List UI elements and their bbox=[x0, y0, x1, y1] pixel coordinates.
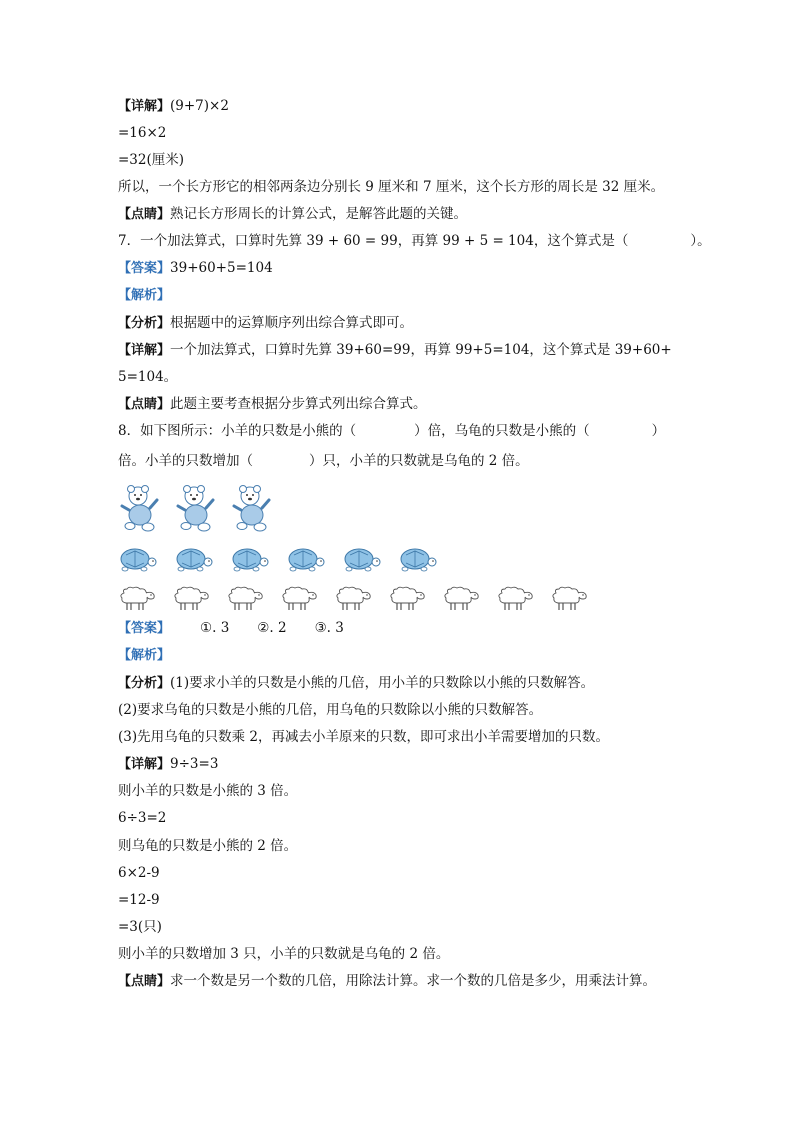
turtle-group bbox=[118, 544, 448, 574]
analysis-7 bbox=[118, 285, 170, 306]
bear-row bbox=[118, 480, 284, 538]
sheep-icon bbox=[229, 587, 262, 610]
fenxi-text: 根据题中的运算顺序列出综合算式即可。 bbox=[170, 315, 414, 331]
conclusion-line: 所以，一个长方形它的相邻两条边分别长 9 厘米和 7 厘米，这个长方形的周长是 32 厘米。 bbox=[118, 179, 665, 195]
fenxi-7 bbox=[118, 313, 413, 334]
question-text: ） bbox=[651, 423, 666, 439]
tip-1 bbox=[118, 204, 467, 225]
detail-line: 5=104。 bbox=[118, 369, 178, 385]
fenxi-text: (1)要求小羊的只数是小熊的几倍，用小羊的只数除以小熊的只数解答。 bbox=[170, 675, 595, 691]
analysis-tag: 【解析】 bbox=[118, 648, 171, 663]
question-7 bbox=[118, 231, 711, 251]
sheep-icon bbox=[283, 587, 316, 610]
detail-line: =12-9 bbox=[118, 892, 160, 908]
sheep-group bbox=[118, 583, 598, 613]
equation-line: =32(厘米) bbox=[118, 152, 185, 168]
turtle-row bbox=[118, 544, 448, 574]
fenxi-tag: 【分析】 bbox=[118, 316, 171, 331]
detail-8 bbox=[118, 754, 218, 775]
question-text: 倍。小羊的只数增加（ bbox=[118, 453, 253, 469]
analysis-tag: 【解析】 bbox=[118, 288, 171, 303]
turtle-icon bbox=[401, 549, 436, 571]
sheep-icon bbox=[553, 587, 586, 610]
tip-text: 熟记长方形周长的计算公式，是解答此题的关键。 bbox=[170, 206, 468, 222]
tip-8 bbox=[118, 971, 656, 992]
answer-item: ②. 2 bbox=[257, 620, 287, 636]
answer-item: ③. 3 bbox=[314, 620, 344, 636]
fenxi-8 bbox=[118, 673, 594, 694]
tip-tag: 【点睛】 bbox=[118, 207, 171, 222]
turtle-icon bbox=[121, 549, 156, 571]
bear-icon bbox=[122, 486, 157, 532]
sheep-icon bbox=[337, 587, 370, 610]
bear-icon bbox=[178, 486, 213, 532]
sheep-icon bbox=[391, 587, 424, 610]
answer-7 bbox=[118, 258, 273, 279]
tip-tag: 【点睛】 bbox=[118, 397, 171, 412]
detail-text: 一个加法算式，口算时先算 39+60=99，再算 99+5=104，这个算式是 39+60+ bbox=[170, 342, 672, 358]
equation-line: =16×2 bbox=[118, 125, 167, 141]
detail-7 bbox=[118, 340, 672, 361]
tip-text: 求一个数是另一个数的几倍，用除法计算。求一个数的几倍是多少，用乘法计算。 bbox=[170, 973, 657, 989]
detail-line: =3(只) bbox=[118, 919, 162, 935]
bear-icon bbox=[234, 486, 269, 532]
detail-tag: 【详解】 bbox=[118, 343, 171, 358]
detail-line: 则小羊的只数是小熊的 3 倍。 bbox=[118, 783, 298, 799]
answer-text: 39+60+5=104 bbox=[170, 260, 273, 276]
answer-tag: 【答案】 bbox=[118, 621, 171, 636]
detail-tag: 【详解】 bbox=[118, 99, 171, 114]
detail-line: 6×2-9 bbox=[118, 865, 160, 881]
tip-tag: 【点睛】 bbox=[118, 974, 171, 989]
sheep-icon bbox=[445, 587, 478, 610]
sheep-row bbox=[118, 583, 598, 613]
fenxi-tag: 【分析】 bbox=[118, 676, 171, 691]
detail-line: 则乌龟的只数是小熊的 2 倍。 bbox=[118, 838, 298, 854]
detail-line: 则小羊的只数增加 3 只，小羊的只数就是乌龟的 2 倍。 bbox=[118, 946, 450, 962]
turtle-icon bbox=[345, 549, 380, 571]
question-text: ）倍，乌龟的只数是小熊的（ bbox=[414, 423, 590, 439]
question-text: ）只，小羊的只数就是乌龟的 2 倍。 bbox=[309, 453, 529, 469]
fenxi-line: (3)先用乌龟的只数乘 2，再减去小羊原来的只数，即可求出小羊需要增加的只数。 bbox=[118, 729, 610, 745]
question-text: 7．一个加法算式，口算时先算 39 + 60 = 99，再算 99 + 5 = 104，这个算式是（ bbox=[118, 233, 629, 249]
answer-item: ①. 3 bbox=[200, 620, 230, 636]
answer-8 bbox=[118, 618, 344, 639]
tip-7 bbox=[118, 394, 427, 415]
question-8-cont bbox=[118, 451, 529, 471]
question-text: 8．如下图所示：小羊的只数是小熊的（ bbox=[118, 423, 357, 439]
detail-1 bbox=[118, 96, 229, 117]
sheep-icon bbox=[499, 587, 532, 610]
sheep-icon bbox=[175, 587, 208, 610]
tip-text: 此题主要考查根据分步算式列出综合算式。 bbox=[170, 396, 427, 412]
turtle-icon bbox=[177, 549, 212, 571]
fenxi-line: (2)要求乌龟的只数是小熊的几倍，用乌龟的只数除以小熊的只数解答。 bbox=[118, 702, 543, 718]
answer-tag: 【答案】 bbox=[118, 261, 171, 276]
detail-text: (9+7)×2 bbox=[170, 98, 229, 114]
detail-tag: 【详解】 bbox=[118, 757, 171, 772]
question-8 bbox=[118, 421, 665, 441]
bear-group bbox=[118, 480, 284, 538]
detail-line: 6÷3=2 bbox=[118, 810, 167, 826]
sheep-icon bbox=[121, 587, 154, 610]
question-text: ）。 bbox=[690, 233, 711, 249]
detail-text: 9÷3=3 bbox=[170, 756, 219, 772]
turtle-icon bbox=[289, 549, 324, 571]
turtle-icon bbox=[233, 549, 268, 571]
analysis-8 bbox=[118, 645, 170, 666]
